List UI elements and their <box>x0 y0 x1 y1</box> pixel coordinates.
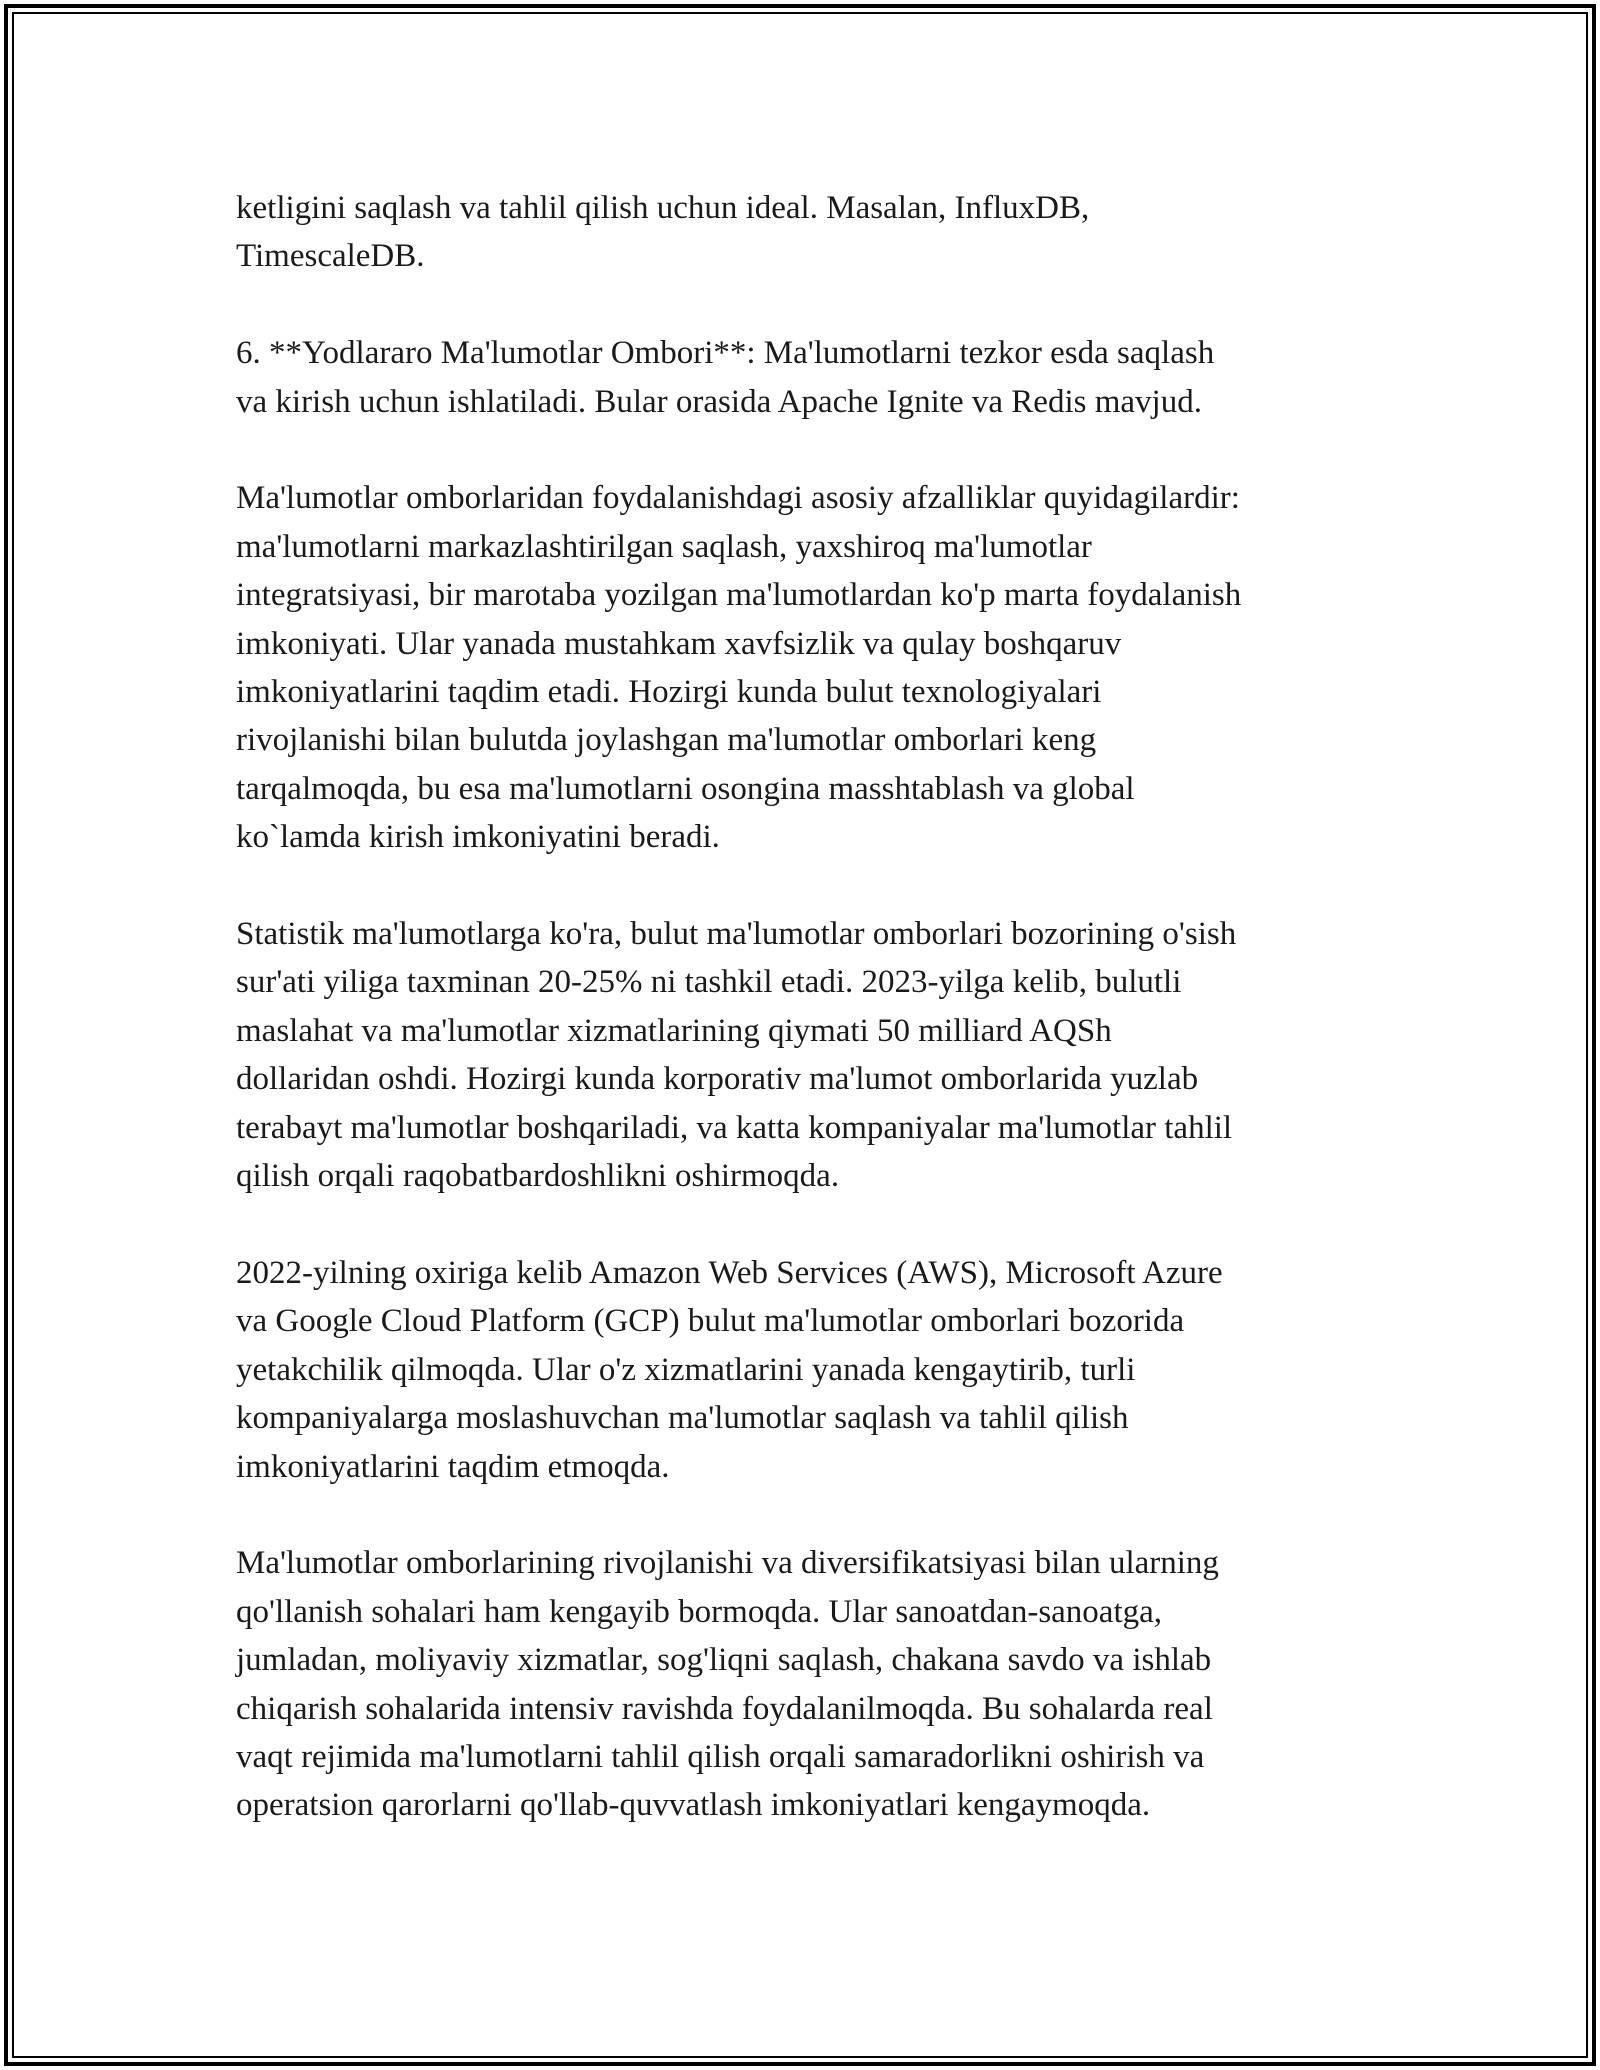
text-line: va kirish uchun ishlatiladi. Bular orasida Apache Ignite va Redis mavjud. <box>236 383 1202 420</box>
paragraph-5 <box>236 1249 1366 1491</box>
text-line: jumladan, moliyaviy xizmatlar, sog'liqni saqlash, chakana savdo va ishlab <box>236 1642 1212 1679</box>
text-line: tarqalmoqda, bu esa ma'lumotlarni osongina masshtablash va global <box>236 770 1135 807</box>
text-line: chiqarish sohalarida intensiv ravishda foydalanilmoqda. Bu sohalarda real <box>236 1690 1213 1727</box>
paragraph-1 <box>236 184 1366 281</box>
text-line: 6. **Yodlararo Ma'lumotlar Ombori**: Ma'lumotlarni tezkor esda saqlash <box>236 335 1215 372</box>
text-line: Statistik ma'lumotlarga ko'ra, bulut ma'lumotlar omborlari bozorining o'sish <box>236 916 1237 953</box>
paragraph-6 <box>236 1539 1366 1829</box>
text-line: sur'ati yiliga taxminan 20-25% ni tashkil etadi. 2023-yilga kelib, bulutli <box>236 964 1182 1001</box>
text-line: imkoniyatlarini taqdim etadi. Hozirgi kunda bulut texnologiyalari <box>236 674 1102 711</box>
text-line: dollaridan oshdi. Hozirgi kunda korporativ ma'lumot omborlarida yuzlab <box>236 1061 1199 1098</box>
text-line: imkoniyatlarini taqdim etmoqda. <box>236 1448 670 1485</box>
text-line: rivojlanishi bilan bulutda joylashgan ma'lumotlar omborlari keng <box>236 722 1097 759</box>
text-line: vaqt rejimida ma'lumotlarni tahlil qilish orqali samaradorlikni oshirish va <box>236 1738 1205 1775</box>
text-line: kompaniyalarga moslashuvchan ma'lumotlar saqlash va tahlil qilish <box>236 1400 1129 1437</box>
text-line: yetakchilik qilmoqda. Ular o'z xizmatlarini yanada kengaytirib, turli <box>236 1351 1136 1388</box>
text-line: 2022-yilning oxiriga kelib Amazon Web Services (AWS), Microsoft Azure <box>236 1254 1223 1291</box>
text-line: Ma'lumotlar omborlaridan foydalanishdagi asosiy afzalliklar quyidagilardir: <box>236 480 1240 517</box>
text-line: maslahat va ma'lumotlar xizmatlarining qiymati 50 milliard AQSh <box>236 1012 1112 1049</box>
document-body <box>236 184 1366 1878</box>
text-line: imkoniyati. Ular yanada mustahkam xavfsizlik va qulay boshqaruv <box>236 625 1122 662</box>
paragraph-4 <box>236 910 1366 1200</box>
text-line: qo'llanish sohalari ham kengayib bormoqda. Ular sanoatdan-sanoatga, <box>236 1593 1163 1630</box>
text-line: va Google Cloud Platform (GCP) bulut ma'lumotlar omborlari bozorida <box>236 1303 1185 1340</box>
text-line: qilish orqali raqobatbardoshlikni oshirmoqda. <box>236 1158 840 1195</box>
paragraph-3 <box>236 474 1366 861</box>
text-line: operatsion qarorlarni qo'llab-quvvatlash imkoniyatlari kengaymoqda. <box>236 1787 1151 1824</box>
text-line: ko`lamda kirish imkoniyatini beradi. <box>236 819 720 856</box>
text-line: TimescaleDB. <box>236 238 425 275</box>
text-line: ma'lumotlarni markazlashtirilgan saqlash, yaxshiroq ma'lumotlar <box>236 528 1092 565</box>
text-line: integratsiyasi, bir marotaba yozilgan ma'lumotlardan ko'p marta foydalanish <box>236 577 1242 614</box>
text-line: ketligini saqlash va tahlil qilish uchun ideal. Masalan, InfluxDB, <box>236 190 1090 226</box>
text-line: terabayt ma'lumotlar boshqariladi, va katta kompaniyalar ma'lumotlar tahlil <box>236 1109 1233 1146</box>
text-line: Ma'lumotlar omborlarining rivojlanishi va diversifikatsiyasi bilan ularning <box>236 1545 1219 1582</box>
paragraph-2 <box>236 329 1366 426</box>
